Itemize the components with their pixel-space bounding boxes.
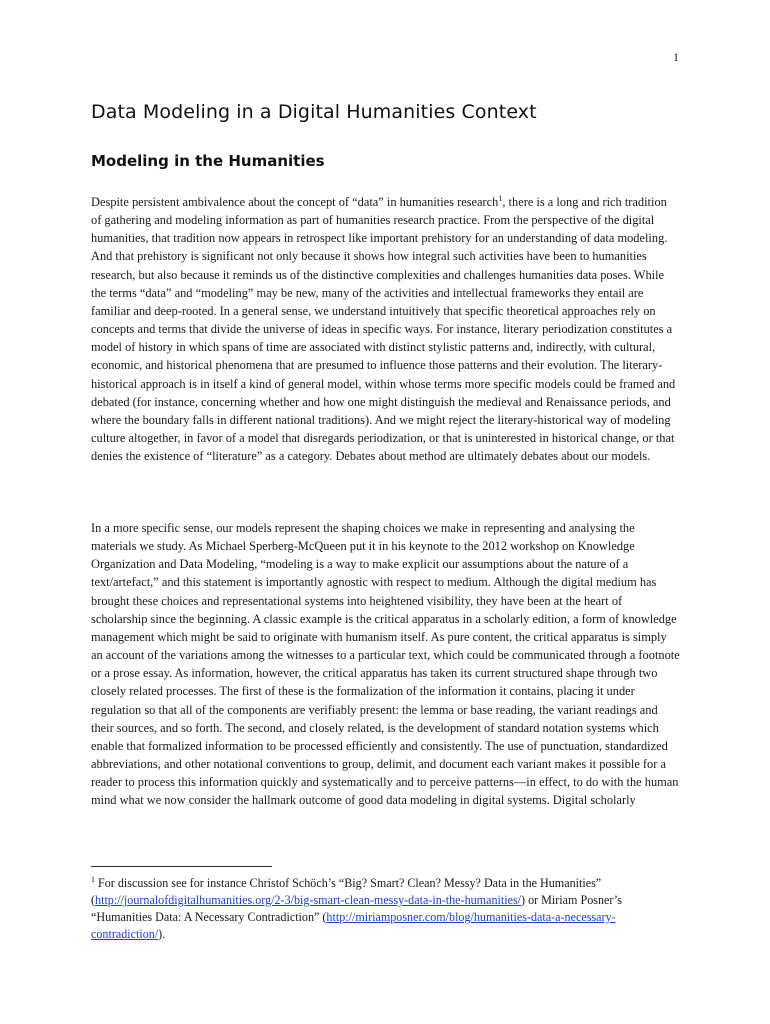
footnote-link-schoech[interactable]: http://journalofdigitalhumanities.org/2-3/big-smart-clean-messy-data-in-the-humanities/ (95, 893, 522, 908)
footnote-marker: 1 (91, 875, 95, 884)
footnote-reference[interactable]: 1 (498, 193, 503, 203)
page-number: 1 (673, 50, 679, 64)
footnote-divider (91, 866, 272, 867)
document-title: Data Modeling in a Digital Humanities Context (91, 101, 537, 123)
footnote-text: ) or Miriam Posner’s “Humanities Data: A Necessary Contradiction” ( (91, 893, 622, 925)
section-heading: Modeling in the Humanities (91, 152, 325, 170)
footnote-1 (91, 871, 680, 943)
paragraph-text: Despite persistent ambivalence about the concept of “data” in humanities research (91, 195, 499, 209)
footnote-link-posner[interactable]: http://miriamposner.com/blog/humanities-data-a-necessary-contradiction/ (91, 910, 616, 942)
body-paragraph-2: In a more specific sense, our models represent the shaping choices we make in representing and analysing the materials we study. As Michael Sperberg-McQueen put it in his keynote to the 2012 workshop on Knowledge Organization and Data Modeling, “modeling is a way to make explicit our assumptions about the nature of a text/artefact,” and this statement is importantly agnostic with respect to medium. Although the digital medium has brought these choices and representational systems into heightened visibility, they have been at the heart of scholarship since the beginning. A classic example is the critical apparatus in a scholarly edition, a form of knowledge management which might be said to originate with humanism itself. As pure content, the critical apparatus is simply an account of the variations among the witnesses to a particular text, which could be communicated through a footnote or a prose essay. As information, however, the critical apparatus has taken its current structured shape through two closely related processes. The first of these is the formalization of the information it contains, placing it under regulation so that all of the components are verifiably present: the lemma or base reading, the variant readings and their sources, and so forth. The second, and closely related, is the development of standard notation systems which enable that formalized information to be processed efficiently and consistently. The use of punctuation, standardized abbreviations, and other notational conventions to group, delimit, and document each variant makes it possible for a reader to process this information quickly and systematically and to perceive patterns—in effect, to do with the human mind what we now consider the hallmark outcome of good data modeling in digital systems. Digital scholarly (91, 521, 680, 808)
footnote-text: For discussion see for instance Christof Schöch’s “Big? Smart? Clean? Messy? Data in the Humanities” ( (91, 876, 602, 908)
footnote-text: ). (158, 927, 166, 942)
body-paragraph-1 (91, 193, 680, 465)
paragraph-text: , there is a long and rich tradition of gathering and modeling information as part of humanities research practice. From the perspective of the digital humanities, that tradition now appears in retrospect like important prehistory for an understanding of data modeling. And that prehistory is significant not only because it shows how integral such activities have been to humanities research, but also because it reminds us of the distinctive complexities and challenges humanities data poses. While the terms “data” and “modeling” may be new, many of the activities and intellectual frameworks they entail are familiar and deep-rooted. In a general sense, we understand intuitively that specific theoretical approaches rely on concepts and terms that divide the universe of ideas in specific ways. For instance, literary periodization constitutes a model of history in which spans of time are associated with distinct stylistic patterns and, indirectly, with cultural, economic, and historical phenomena that are presumed to influence those patterns and their evolution. The literary-historical approach is in itself a kind of general model, within whose terms more specific models could be framed and debated (for instance, concerning whether and how one might distinguish the medieval and Renaissance periods, and where the boundary falls in different national traditions). And we might reject the literary-historical way of modeling culture altogether, in favor of a model that disregards periodization, or that is uninterested in historical change, or that denies the existence of “literature” as a category. Debates about method are ultimately debates about our models. (91, 195, 676, 464)
